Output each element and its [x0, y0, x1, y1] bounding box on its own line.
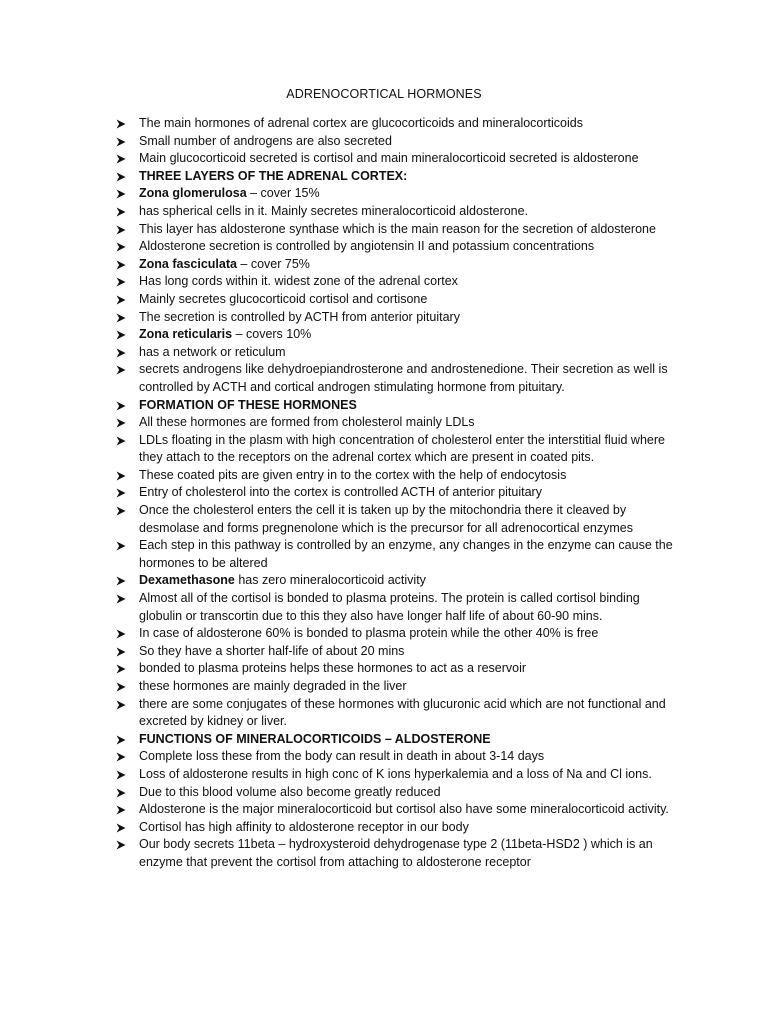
list-item — [116, 221, 676, 239]
list-item — [116, 291, 676, 309]
arrowhead-bullet-icon — [116, 225, 126, 235]
list-item — [116, 115, 676, 133]
list-item-text: Aldosterone secretion is controlled by angiotensin II and potassium concentrations — [139, 239, 595, 254]
list-item-text: Once the cholesterol enters the cell it is taken up by the mitochondria there it cleaved by desmolase and forms pregnenolone which is the precursor for all adrenocortical enzymes — [139, 503, 634, 535]
arrowhead-bullet-icon — [116, 541, 126, 551]
list-item — [116, 397, 676, 415]
list-item-text: Small number of androgens are also secreted — [139, 133, 392, 148]
list-item-text: has spherical cells in it. Mainly secretes mineralocorticoid aldosterone. — [139, 203, 529, 218]
arrowhead-bullet-icon — [116, 594, 126, 604]
arrowhead-bullet-icon — [116, 788, 126, 798]
list-item — [116, 238, 676, 256]
list-item-text: Almost all of the cortisol is bonded to plasma proteins. The protein is called cortisol binding globulin or transcortin due to this they also have longer half life of about 60-90 mins. — [139, 591, 640, 623]
arrowhead-bullet-icon — [116, 805, 126, 815]
list-item — [116, 766, 676, 784]
arrowhead-bullet-icon — [116, 436, 126, 446]
list-item — [116, 150, 676, 168]
arrowhead-bullet-icon — [116, 348, 126, 358]
list-item — [116, 484, 676, 502]
list-item-text: Cortisol has high affinity to aldosterone receptor in our body — [139, 819, 469, 834]
list-item-text: there are some conjugates of these hormones with glucuronic acid which are not functional and excreted by kidney or liver. — [139, 696, 666, 729]
arrowhead-bullet-icon — [116, 277, 126, 287]
arrowhead-bullet-icon — [116, 418, 126, 428]
list-item-text: All these hormones are formed from cholesterol mainly LDLs — [139, 415, 475, 430]
list-item — [116, 801, 676, 819]
list-item — [116, 361, 676, 396]
arrowhead-bullet-icon — [116, 330, 126, 340]
arrowhead-bullet-icon — [116, 172, 126, 182]
list-item-text: Mainly secretes glucocorticoid cortisol and cortisone — [139, 291, 428, 306]
list-item-text: has zero mineralocorticoid activity — [234, 573, 426, 588]
list-item-text: Aldosterone is the major mineralocorticoid but cortisol also have some mineralocorticoid activity. — [139, 802, 669, 817]
list-item-text: Each step in this pathway is controlled by an enzyme, any changes in the enzyme can cause the hormones to be altered — [139, 538, 673, 570]
arrowhead-bullet-icon — [116, 365, 126, 375]
list-item — [116, 326, 676, 344]
arrowhead-bullet-icon — [116, 488, 126, 498]
arrowhead-bullet-icon — [116, 471, 126, 481]
arrowhead-bullet-icon — [116, 735, 126, 745]
list-item-text: – cover 15% — [246, 186, 320, 201]
list-item — [116, 748, 676, 766]
list-item-text: bonded to plasma proteins helps these hormones to act as a reservoir — [139, 661, 527, 676]
list-item-text: has a network or reticulum — [139, 344, 286, 359]
arrowhead-bullet-icon — [116, 576, 126, 586]
list-item-text: These coated pits are given entry in to the cortex with the help of endocytosis — [139, 467, 567, 482]
list-item — [116, 836, 676, 871]
list-item-text: secrets androgens like dehydroepiandrosterone and androstenedione. Their secretion as well is controlled by ACTH and cortical androgen stimulating hormone from pituitary. — [139, 362, 668, 394]
list-item-text: In case of aldosterone 60% is bonded to plasma protein while the other 40% is free — [139, 626, 599, 641]
arrowhead-bullet-icon — [116, 401, 126, 411]
arrowhead-bullet-icon — [116, 682, 126, 692]
list-item — [116, 590, 676, 625]
arrowhead-bullet-icon — [116, 242, 126, 252]
arrowhead-bullet-icon — [116, 313, 126, 323]
list-item — [116, 502, 676, 537]
list-item-text: So they have a shorter half-life of about 20 mins — [139, 643, 405, 658]
arrowhead-bullet-icon — [116, 260, 126, 270]
list-item-text: Our body secrets 11beta – hydroxysteroid dehydrogenase type 2 (11beta-HSD2 ) which is an enzyme that prevent the cortisol from attaching to aldosterone receptor — [139, 837, 653, 869]
list-item — [116, 414, 676, 432]
list-item — [116, 819, 676, 837]
arrowhead-bullet-icon — [116, 629, 126, 639]
arrowhead-bullet-icon — [116, 207, 126, 217]
list-item — [116, 537, 676, 572]
list-item — [116, 168, 676, 186]
list-item-text: Complete loss these from the body can result in death in about 3-14 days — [139, 749, 545, 764]
arrowhead-bullet-icon — [116, 664, 126, 674]
list-item — [116, 660, 676, 678]
arrowhead-bullet-icon — [116, 119, 126, 129]
list-item-text: The secretion is controlled by ACTH from anterior pituitary — [139, 309, 460, 324]
arrowhead-bullet-icon — [116, 506, 126, 516]
arrowhead-bullet-icon — [116, 137, 126, 147]
arrowhead-bullet-icon — [116, 700, 126, 710]
list-item — [116, 344, 676, 362]
list-item — [116, 625, 676, 643]
list-item — [116, 696, 676, 731]
list-item-text: Loss of aldosterone results in high conc of K ions hyperkalemia and a loss of Na and Cl ions. — [139, 766, 652, 781]
list-item — [116, 133, 676, 151]
list-item — [116, 256, 676, 274]
list-item-text: – cover 75% — [236, 256, 310, 271]
list-item-text: Main glucocorticoid secreted is cortisol and main mineralocorticoid secreted is aldosterone — [139, 151, 639, 166]
arrowhead-bullet-icon — [116, 189, 126, 199]
list-item-text: Entry of cholesterol into the cortex is controlled ACTH of anterior pituitary — [139, 485, 542, 500]
document-title: ADRENOCORTICAL HORMONES — [286, 87, 482, 101]
list-item-text: these hormones are mainly degraded in the liver — [139, 679, 407, 693]
list-item — [116, 678, 676, 696]
list-item-bold-text: Zona reticularis — [139, 327, 233, 342]
bullet-list — [116, 115, 676, 872]
list-item-text: Due to this blood volume also become greatly reduced — [139, 784, 441, 799]
list-item-text: This layer has aldosterone synthase which is the main reason for the secretion of aldosterone — [139, 221, 656, 236]
arrowhead-bullet-icon — [116, 823, 126, 833]
list-item-bold-text: Dexamethasone — [139, 573, 235, 588]
list-item — [116, 643, 676, 661]
list-item-bold-text: Zona fasciculata — [139, 256, 237, 271]
arrowhead-bullet-icon — [116, 770, 126, 780]
list-item-text: Has long cords within it. widest zone of the adrenal cortex — [139, 274, 458, 289]
list-item-bold-text: FUNCTIONS OF MINERALOCORTICOIDS – ALDOSTERONE — [139, 731, 491, 746]
arrowhead-bullet-icon — [116, 154, 126, 164]
list-item — [116, 203, 676, 221]
list-item — [116, 784, 676, 802]
list-item — [116, 467, 676, 485]
list-item — [116, 185, 676, 203]
arrowhead-bullet-icon — [116, 752, 126, 762]
list-item — [116, 572, 676, 590]
list-item — [116, 309, 676, 327]
arrowhead-bullet-icon — [116, 647, 126, 657]
list-item-text: The main hormones of adrenal cortex are glucocorticoids and mineralocorticoids — [139, 116, 583, 130]
list-item — [116, 273, 676, 291]
list-item-bold-text: Zona glomerulosa — [139, 186, 247, 201]
list-item — [116, 432, 676, 467]
list-item-text: LDLs floating in the plasm with high concentration of cholesterol enter the interstitial fluid where they attach to the receptors on the adrenal cortex which are present in coated pits. — [139, 432, 665, 465]
arrowhead-bullet-icon — [116, 295, 126, 305]
list-item-bold-text: THREE LAYERS OF THE ADRENAL CORTEX: — [139, 168, 408, 183]
list-item-bold-text: FORMATION OF THESE HORMONES — [139, 397, 357, 412]
arrowhead-bullet-icon — [116, 840, 126, 850]
list-item — [116, 731, 676, 749]
list-item-text: – covers 10% — [232, 327, 312, 342]
